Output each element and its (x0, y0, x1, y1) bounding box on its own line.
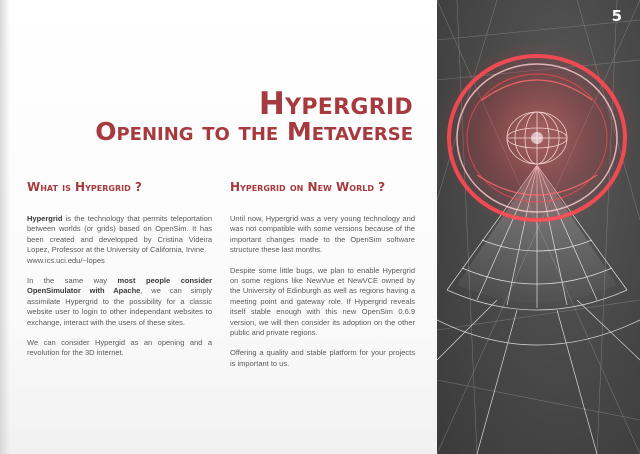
page-subtitle: Opening to the Metaverse (95, 117, 413, 146)
right-paragraph-2: Despite some little bugs, we plan to enable Hypergrid on some regions like NewVue et NewVCE owned by the University of Edinburgh as well as regions having a meeting point and gateway role. If Hypergrid reveals itself stable enough with this new OpenSim 0.6.9 version, we will then consider its adoption on the other public and private regions. (230, 265, 415, 338)
left-paragraph-2: In the same way most people consider OpenSimulator with Apache, we can simply assimilate Hypergrid to the possibility for a classic website user to login to other independant websites to exchange, interact with the users of these sites. (27, 276, 212, 327)
left-paragraph-3: We can consider Hypergid as an opening and a revolution for the 3D internet. (27, 338, 212, 358)
right-paragraph-3: Offering a quality and stable platform for your projects is important to us. (230, 348, 415, 368)
lopes-url-link[interactable]: www.ics.uci.edu/~lopes (27, 255, 105, 265)
portal-wireframe-graphic (437, 0, 640, 454)
page-title: Hypergrid (258, 86, 413, 122)
left-column (27, 180, 212, 369)
hypergrid-portal-illustration (437, 0, 640, 454)
right-column (230, 180, 415, 379)
right-column-heading: Hypergrid on New World ? (230, 180, 386, 194)
right-paragraph-1: Until now, Hypergrid was a very young technology and was not compatible with some versions because of the important changes made to the OpenSim software structure these last months. (230, 214, 415, 255)
left-paragraph-1: Hypergrid is the technology that permits teleportation between worlds (or grids) based on OpenSim. It has been created and developped by Cristina Videira Lopez, Professor at the University of California, Irvine. www.ics.uci.edu/~lopes (27, 214, 212, 265)
page-fold-shadow (0, 0, 10, 454)
left-column-heading: What is Hypergrid ? (27, 180, 142, 194)
page-number: 5 (611, 7, 622, 25)
